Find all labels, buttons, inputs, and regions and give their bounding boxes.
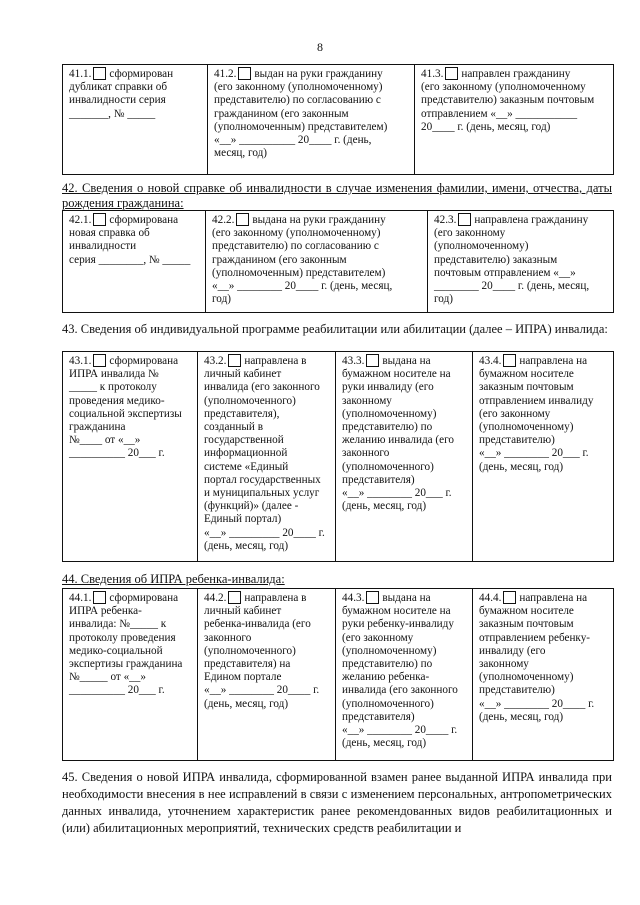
cell-44-3	[336, 589, 473, 761]
item-number: 44.4.	[479, 592, 502, 604]
checkbox-44-4[interactable]	[503, 591, 516, 604]
cell-text: направлена на бумажном носителе заказным почтовым отправлением ребенку- инвалиду (его законному (уполномоченному) представителю) «__» ________ 20____ г. (день, месяц, год)	[479, 592, 595, 723]
item-number: 43.4.	[479, 355, 502, 367]
item-number: 41.1.	[69, 68, 92, 80]
section-42-title: 42. Сведения о новой справке об инвалидности в случае изменения фамилии, имени, отчества, даты рождения гражданина:	[62, 181, 612, 210]
section-45-paragraph: 45. Сведения о новой ИПРА инвалида, сформированной взамен ранее выданной ИПРА инвалида при необходимости внесения в нее исправлений в связи с изменением персональных, антропометрических данных инвалида, уточнением характеристик ранее рекомендованных видов реабилитационных и (или) абилитационных мероприятий, технических средств реабилитации и	[62, 770, 612, 835]
cell-44-1	[63, 589, 198, 761]
cell-text: выдан на руки гражданину (его законному (уполномоченному) представителю) по согласованию с гражданином (его законным (уполномоченным) представителем) «__» __________ 20____ г. (день, месяц, год)	[214, 68, 388, 160]
checkbox-41-1[interactable]	[93, 67, 106, 80]
item-number: 41.3.	[421, 68, 444, 80]
item-number: 43.2.	[204, 355, 227, 367]
checkbox-43-3[interactable]	[366, 354, 379, 367]
table-41	[62, 64, 614, 175]
table-44	[62, 588, 614, 761]
page-number: 8	[317, 40, 323, 54]
cell-text: направлена на бумажном носителе заказным почтовым отправлением инвалиду (его законному (уполномоченному) представителю) «__» ________ 20___ г. (день, месяц, год)	[479, 355, 594, 473]
cell-text: направлен гражданину (его законному (уполномоченному представителю) заказным почтовым отправлением «__» ___________ 20____ г. (день, месяц, год)	[421, 68, 595, 133]
checkbox-44-1[interactable]	[93, 591, 106, 604]
checkbox-42-3[interactable]	[458, 213, 471, 226]
cell-41-3	[415, 65, 614, 175]
cell-text: выдана на руки гражданину (его законному (уполномоченному) представителю) по согласованию с гражданином (его законным (уполномоченным) представителем) «__» ________ 20____ г. (день, месяц, год)	[212, 214, 393, 306]
checkbox-44-2[interactable]	[228, 591, 241, 604]
cell-text: выдана на бумажном носителе на руки инвалиду (его законному (уполномоченному) представителю) по желанию инвалида (его законного (уполномоченного) представителя) «__» ________ 20___ г. (день, месяц, год)	[342, 355, 455, 513]
cell-43-2	[198, 352, 336, 562]
cell-text: направлена гражданину (его законному (уполномоченному) представителю) заказным почтовым отправлением «__» ________ 20____ г. (день, месяц, год)	[434, 214, 590, 306]
checkbox-43-2[interactable]	[228, 354, 241, 367]
cell-43-1	[63, 352, 198, 562]
section-44-title: 44. Сведения об ИПРА ребенка-инвалида:	[62, 572, 285, 586]
cell-42-3	[428, 211, 614, 313]
item-number: 42.3.	[434, 214, 457, 226]
cell-text: сформирован дубликат справки об инвалидности серия _______, № _____	[69, 68, 174, 120]
checkbox-43-1[interactable]	[93, 354, 106, 367]
checkbox-42-1[interactable]	[93, 213, 106, 226]
checkbox-43-4[interactable]	[503, 354, 516, 367]
cell-text: направлена в личный кабинет ребенка-инвалида (его законного (уполномоченного) представителя) на Едином портале «__» ________ 20____ г. (день, месяц, год)	[204, 592, 320, 710]
item-number: 44.2.	[204, 592, 227, 604]
item-number: 44.3.	[342, 592, 365, 604]
item-number: 41.2.	[214, 68, 237, 80]
cell-41-1	[63, 65, 208, 175]
cell-43-3	[336, 352, 473, 562]
checkbox-41-3[interactable]	[445, 67, 458, 80]
checkbox-41-2[interactable]	[238, 67, 251, 80]
cell-42-2	[206, 211, 428, 313]
table-43	[62, 351, 614, 562]
cell-text: сформирована ИПРА ребенка- инвалида: №_____ к протоколу проведения медико-социальной экспертизы гражданина №_____ от «__» __________ 20___ г.	[69, 592, 183, 697]
section-43-title: 43. Сведения об индивидуальной программе реабилитации или абилитации (далее – ИПРА) инвалида:	[62, 322, 608, 336]
item-number: 42.2.	[212, 214, 235, 226]
cell-text: сформирована новая справка об инвалидности серия ________, № _____	[69, 214, 191, 266]
cell-text: направлена в личный кабинет инвалида (его законного (уполномоченного) представителя), созданный в государственной информационной системе «Единый портал государственных и муниципальных услуг (функций)» (далее - Единый портал) «__» _________ 20____ г. (день, месяц, год)	[204, 355, 325, 552]
item-number: 43.3.	[342, 355, 365, 367]
cell-text: сформирована ИПРА инвалида № _____ к протоколу проведения медико- социальной экспертизы гражданина №____ от «__» __________ 20___ г.	[69, 355, 182, 460]
item-number: 43.1.	[69, 355, 92, 367]
cell-43-4	[473, 352, 614, 562]
item-number: 44.1.	[69, 592, 92, 604]
cell-42-1	[63, 211, 206, 313]
cell-text: выдана на бумажном носителе на руки ребенку-инвалиду (его законному (уполномоченному) представителю) по желанию ребенка- инвалида (его законного (уполномоченного) представителя) «__» ________ 20____ г. (день, месяц, год)	[342, 592, 458, 750]
checkbox-44-3[interactable]	[366, 591, 379, 604]
item-number: 42.1.	[69, 214, 92, 226]
table-42	[62, 210, 614, 313]
cell-41-2	[208, 65, 415, 175]
cell-44-2	[198, 589, 336, 761]
cell-44-4	[473, 589, 614, 761]
checkbox-42-2[interactable]	[236, 213, 249, 226]
